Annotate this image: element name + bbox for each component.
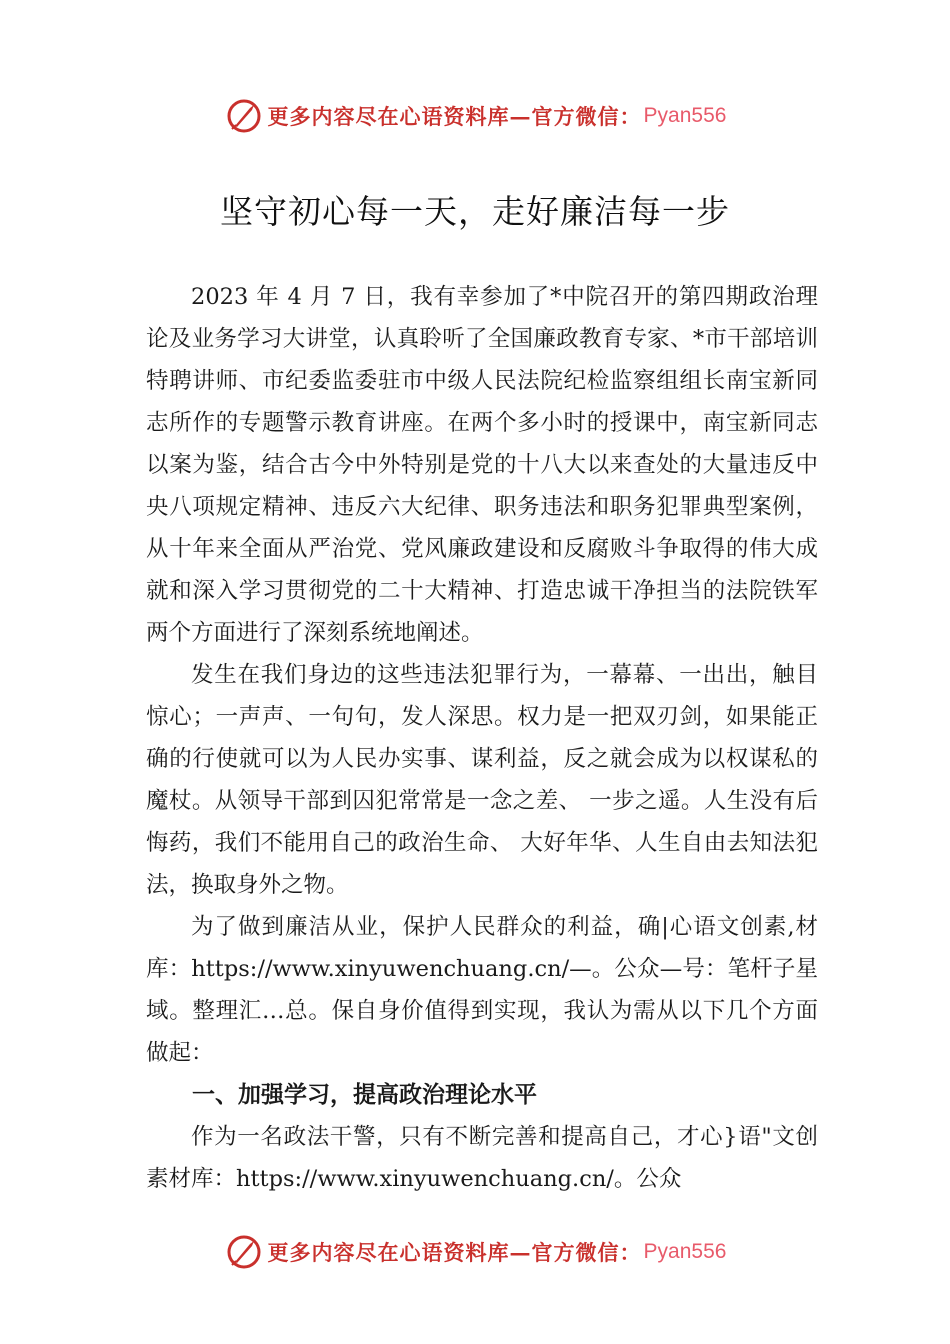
quill-logo-icon <box>224 96 264 136</box>
paragraph-3: 为了做到廉洁从业，保护人民群众的利益，确|心语文创素,材库：https://www.xinyuwenchuang.cn/—。公众—号：笔杆子星域。整理汇…总。保自身价值得到实现，我认为需从以下几个方面做起： <box>146 914 818 1066</box>
document-body <box>146 276 818 1200</box>
paragraph-1: 2023 年 4 月 7 日，我有幸参加了*中院召开的第四期政治理论及业务学习大讲堂，认真聆听了全国廉政教育专家、*市干部培训特聘讲师、市纪委监委驻市中级人民法院纪检监察组组长南宝新同志所作的专题警示教育讲座。在两个多小时的授课中，南宝新同志以案为鉴，结合古今中外特别是党的十八大以来查处的大量违反中央八项规定精神、违反六大纪律、职务违法和职务犯罪典型案例，从十年来全面从严治党、党风廉政建设和反腐败斗争取得的伟大成就和深入学习贯彻党的二十大精神、打造忠诚干净担当的法院铁军两个方面进行了深刻系统地阐述。 <box>146 284 818 646</box>
paragraph-4: 作为一名政法干警，只有不断完善和提高自己，才心}语"文创素材库：https://www.xinyuwenchuang.cn/。公众 <box>146 1124 818 1192</box>
banner-wechat-id: Pyan556 <box>643 104 727 127</box>
paragraph-2: 发生在我们身边的这些违法犯罪行为，一幕幕、一出出，触目惊心；一声声、一句句，发人深思。权力是一把双刃剑，如果能正确的行使就可以为人民办实事、谋利益，反之就会成为以权谋私的魔杖。从领导干部到囚犯常常是一念之差、 一步之遥。人生没有后悔药，我们不能用自己的政治生命、 大好年华、人生自由去知法犯法，换取身外之物。 <box>146 662 818 898</box>
banner-text: 更多内容尽在心语资料库—官方微信： <box>267 104 642 129</box>
footer-banner <box>0 1232 950 1272</box>
banner-text: 更多内容尽在心语资料库—官方微信： <box>267 1240 642 1265</box>
banner-wechat-id: Pyan556 <box>643 1240 727 1263</box>
quill-logo-icon <box>224 1232 264 1272</box>
header-banner <box>0 96 950 136</box>
document-title: 坚守初心每一天，走好廉洁每一步 <box>220 192 730 231</box>
section-heading-1: 一、加强学习，提高政治理论水平 <box>192 1082 537 1108</box>
